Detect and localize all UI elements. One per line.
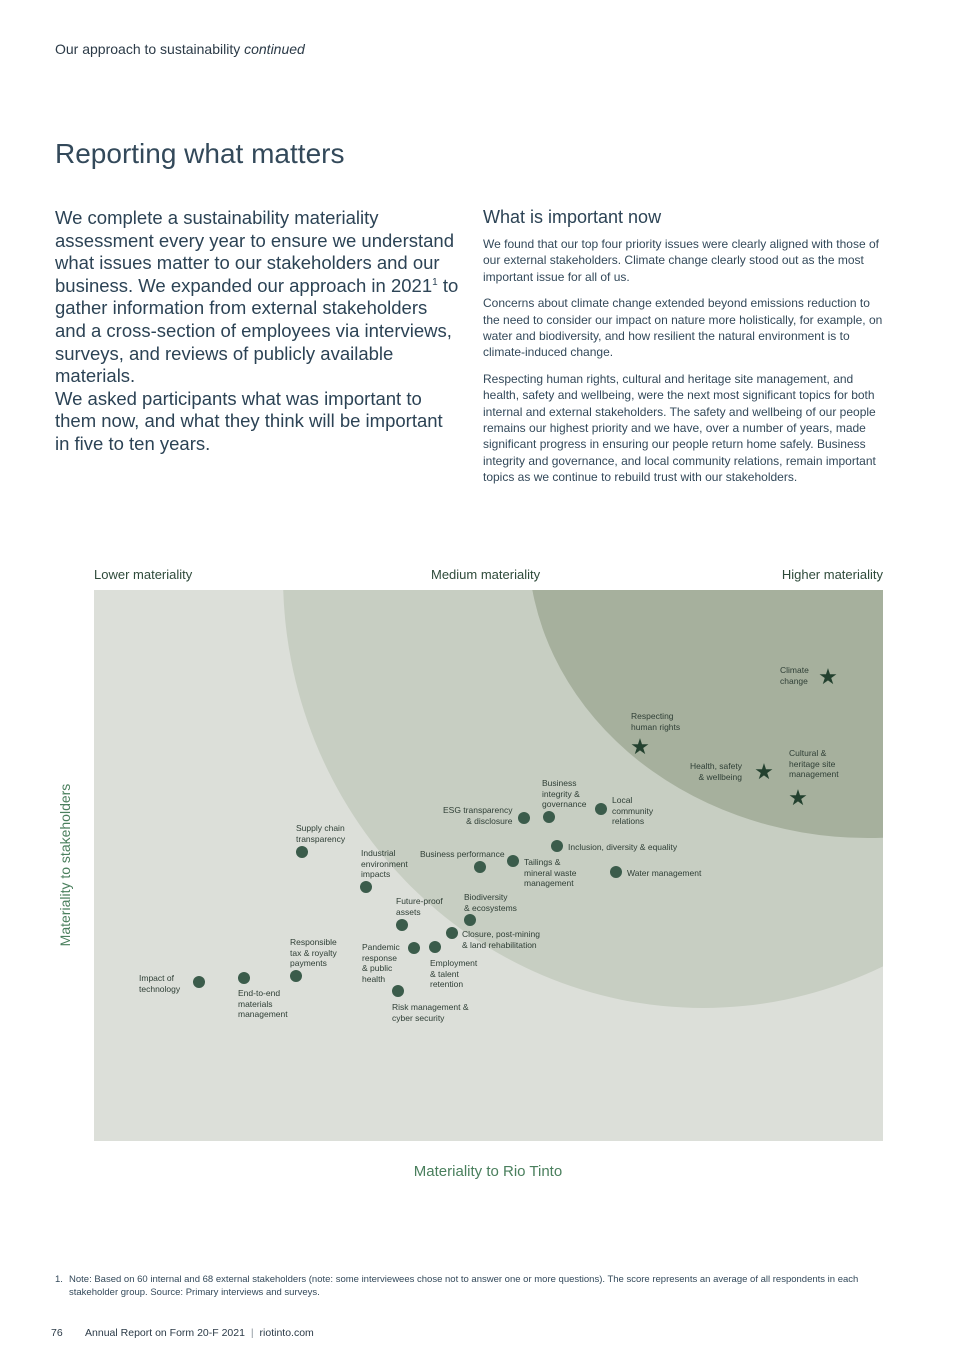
page-footer — [51, 1327, 314, 1339]
label-esg-transparency: ESG transparency & disclosure — [443, 805, 513, 826]
footnote-number: 1. — [55, 1274, 63, 1285]
important-now-paragraph: We found that our top four priority issues were clearly aligned with those of our external stakeholders. Climate change clearly stood out as the most important issue for all of us. — [483, 237, 879, 284]
point-business-performance — [474, 861, 486, 873]
point-industrial-environment — [360, 881, 372, 893]
zone-label-lower: Lower materiality — [94, 567, 193, 582]
label-future-proof: Future-proof assets — [396, 896, 443, 917]
label-local-community: Local community relations — [612, 795, 654, 827]
star-marker-climate-change: ★ — [818, 664, 838, 689]
point-pandemic-response — [408, 942, 420, 954]
point-closure — [446, 927, 458, 939]
point-esg-transparency — [518, 812, 530, 824]
point-risk-management — [392, 985, 404, 997]
label-supply-chain: Supply chain transparency — [296, 823, 346, 844]
section-header — [55, 41, 305, 57]
point-water-management — [610, 866, 622, 878]
document-title: Annual Report on Form 20-F 2021 — [85, 1327, 245, 1339]
label-closure: Closure, post-mining & land rehabilitation — [462, 929, 540, 950]
label-biodiversity: Biodiversity & ecosystems — [464, 892, 517, 913]
point-responsible-tax — [290, 970, 302, 982]
point-biodiversity — [464, 914, 476, 926]
label-industrial-environment: Industrial environment impacts — [361, 848, 408, 880]
x-axis-label: Materiality to Rio Tinto — [413, 1163, 563, 1180]
footnote — [55, 1273, 875, 1299]
label-climate-change: Climate change — [780, 665, 809, 686]
website-link[interactable]: riotinto.com — [259, 1327, 314, 1339]
intro-part-1: We complete a sustainability materiality assessment every year to ensure we understand what issues matter to our stakeholders and our business. We expanded our approach in 2021 — [55, 207, 454, 296]
star-marker-cultural-heritage: ★ — [788, 785, 808, 810]
label-pandemic-response: Pandemic response & public health — [362, 942, 400, 984]
star-marker-human-rights: ★ — [630, 734, 650, 759]
point-supply-chain — [296, 846, 308, 858]
important-now-paragraph: Respecting human rights, cultural and heritage site management, and health, safety and wellbeing, were the next most significant topics for both internal and external stakeholders. The safety and wellbeing of our people remains our highest priority and we have, over a number of years, made significant progress in ensuring our people return home safely. Business integrity and governance, and local community relations, remain important topics as we continue to rebuild trust with our stakeholders. — [483, 371, 876, 485]
page-number: 76 — [51, 1327, 63, 1339]
continued-label: continued — [244, 41, 305, 57]
page-title: Reporting what matters — [55, 138, 345, 169]
label-risk-management: Risk management & cyber security — [392, 1002, 469, 1023]
label-cultural-heritage: Cultural & heritage site management — [789, 748, 839, 780]
zone-label-medium: Medium materiality — [431, 567, 541, 582]
zone-label-higher: Higher materiality — [781, 567, 883, 582]
materiality-matrix — [94, 590, 883, 1141]
point-future-proof — [396, 919, 408, 931]
point-end-to-end-materials — [238, 972, 250, 984]
y-axis-label: Materiality to stakeholders — [57, 783, 73, 947]
section-name: Our approach to sustainability — [55, 41, 241, 57]
point-employment — [429, 941, 441, 953]
star-marker-health-safety: ★ — [754, 759, 774, 784]
label-inclusion-diversity: Inclusion, diversity & equality — [568, 842, 678, 852]
label-employment: Employment & talent retention — [430, 958, 478, 990]
label-business-integrity: Business integrity & governance — [542, 778, 587, 810]
label-impact-of-technology: Impact of technology — [139, 973, 181, 994]
intro-paragraph-2: We asked participants what was important to them now, and what they think will be important in five to ten years. — [55, 387, 443, 454]
footnote-ref: 1 — [432, 276, 438, 288]
intro-part-2: to gather information from external stakeholders and a cross-section of employees via interviews, surveys, and reviews of publicly available materials. — [55, 274, 459, 387]
footer-separator: | — [250, 1327, 254, 1339]
important-now-heading: What is important now — [483, 207, 662, 227]
intro-paragraph-1 — [55, 207, 460, 388]
label-business-performance: Business performance — [420, 849, 505, 859]
label-end-to-end-materials: End-to-end materials management — [238, 988, 288, 1020]
footnote-text: Note: Based on 60 internal and 68 external stakeholders (note: some interviewees chose not to answer one or more questions). The score represents an average of all respondents in each stakeholder group. Source: Primary interviews and surveys. — [69, 1274, 859, 1298]
important-now-paragraph: Concerns about climate change extended beyond emissions reduction to the need to consider our impact on nature more holistically, for example, on water and biodiversity, and how resilient the natural environment is to climate-induced change. — [483, 296, 883, 360]
label-health-safety: Health, safety & wellbeing — [690, 761, 742, 782]
label-human-rights: Respecting human rights — [631, 711, 681, 732]
point-local-community — [595, 803, 607, 815]
intro-text — [55, 207, 460, 456]
label-water-management: Water management — [627, 868, 702, 878]
point-business-integrity — [543, 811, 555, 823]
important-now-section — [483, 207, 888, 496]
point-inclusion-diversity — [551, 840, 563, 852]
label-responsible-tax: Responsible tax & royalty payments — [290, 937, 337, 969]
label-tailings: Tailings & mineral waste management — [524, 857, 577, 889]
point-tailings — [507, 855, 519, 867]
point-impact-of-technology — [193, 976, 205, 988]
